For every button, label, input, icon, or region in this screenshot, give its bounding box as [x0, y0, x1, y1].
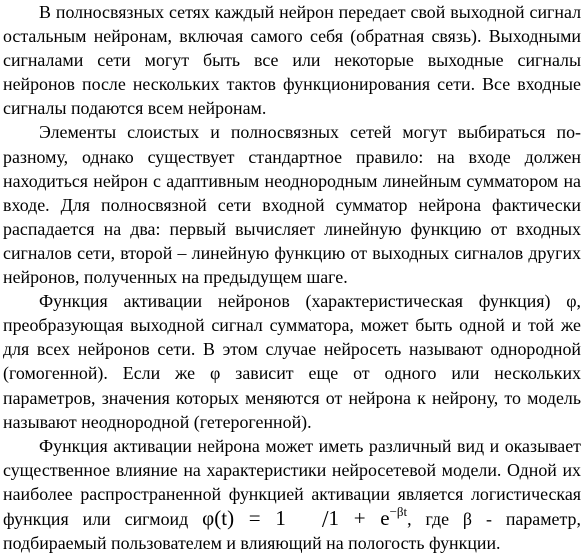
paragraph-network-elements: Элементы слоистых и полносвязных сетей могут выбираться по-разному, однако существует стандартное правило: на входе должен находиться нейрон с адаптивным неоднородным линейным сумматором на входе. Для полносвязной сети входной сумматор нейрона фактически распадается на два: первый вычисляет линейную функцию от входных сигналов сети, второй – линейную функцию от выходных сигналов других нейронов, полученных на предыдущем шаге.	[3, 122, 581, 288]
paragraph-sigmoid	[3, 434, 581, 555]
document-page	[3, 0, 581, 555]
sigmoid-text-before: Функция активации нейрона может иметь различный вид и оказывает существенное влияние на характеристики нейросетевой модели. Одной их наиболее распространенной функцией активации является логистическая функция или сигмоид	[3, 435, 581, 529]
sigmoid-text-after: , где β - параметр, подбираемый пользователем и влияющий на пологость функции.	[3, 508, 581, 554]
paragraph-fully-connected-networks: В полносвязных сетях каждый нейрон передает свой выходной сигнал остальным нейронам, включая самого себя (обратная связь). Выходными сигналами сети могут быть все или некоторые выходные сигналы нейронов после нескольких тактов функционирования сети. Все входные сигналы подаются всем нейронам.	[3, 2, 581, 119]
formula-lhs: φ(t) =	[202, 505, 276, 530]
formula-denominator: 1 + e	[328, 505, 390, 530]
formula-numerator: 1	[275, 505, 286, 530]
sigmoid-formula	[202, 503, 408, 533]
formula-slash: /	[321, 506, 329, 533]
paragraph-activation-function: Функция активации нейронов (характеристическая функция) φ, преобразующая выходной сигнал сумматора, может быть одной и той же для всех нейронов сети. В этом случае нейросеть называют однородной (гомогенной). Если же φ зависит еще от одного или нескольких параметров, значения которых меняются от нейрона к нейрону, то модель называют неоднородной (гетерогенной).	[3, 291, 581, 432]
formula-exponent: −βt	[389, 503, 408, 519]
